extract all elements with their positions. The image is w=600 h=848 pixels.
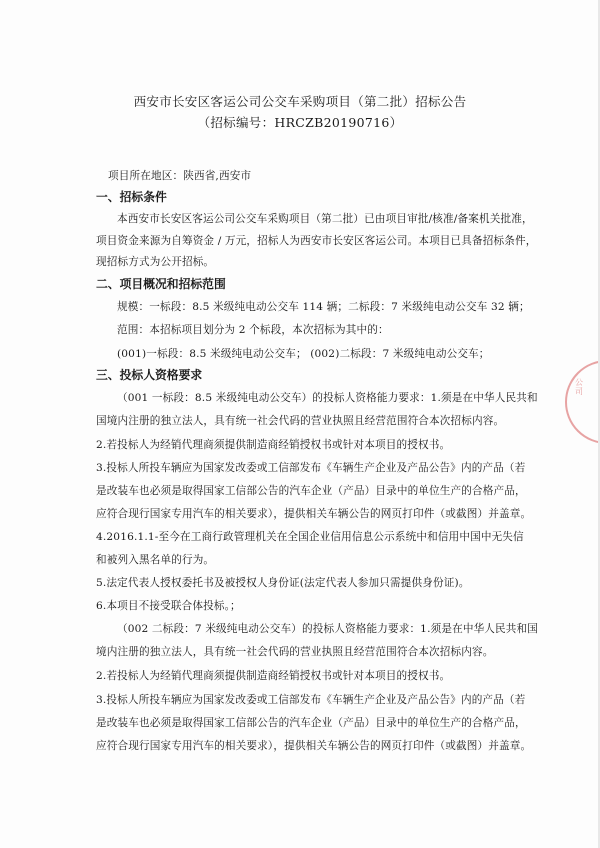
paragraph-line: 本西安市长安区客运公司公交车采购项目（第二批）已由项目审批/核准/备案机关批准，	[117, 213, 533, 225]
project-location: 项目所在地区：陕西省,西安市	[108, 170, 252, 182]
paragraph-line: 是改装车也必须是取得国家工信部公告的汽车企业（产品）目录中的单位生产的合格产品，	[96, 485, 526, 497]
paragraph-line: （001 一标段：8.5 米级纯电动公交车）的投标人资格能力要求：1.须是在中华人民共和	[117, 392, 538, 404]
paragraph-line: (001)一标段：8.5 米级纯电动公交车； (002)二标段：7 米级纯电动公交车；	[117, 348, 490, 360]
paragraph-line: 4.2016.1.1-至今在工商行政管理机关在全国企业信用信息公示系统中和信用中国中无失信	[96, 531, 524, 543]
paragraph-line: 3.投标人所投车辆应为国家发改委或工信部发布《车辆生产企业及产品公告》内的产品（若	[96, 694, 526, 706]
red-seal-stamp	[565, 360, 600, 444]
paragraph-line: 和被列入黑名单的行为。	[96, 554, 215, 566]
red-seal-text: 公司	[575, 378, 583, 396]
paragraph-line: 3.投标人所投车辆应为国家发改委或工信部发布《车辆生产企业及产品公告》内的产品（若	[96, 462, 526, 474]
paragraph-line: 规模：一标段：8.5 米级纯电动公交车 114 辆；二标段：7 米级纯电动公交车 32 辆；	[117, 301, 530, 313]
paragraph-line: 现招标方式为公开招标。	[96, 256, 215, 268]
document-title: 西安市长安区客运公司公交车采购项目（第二批）招标公告	[133, 94, 467, 109]
paragraph-line: 是改装车也必须是取得国家工信部公告的汽车企业（产品）目录中的单位生产的合格产品，	[96, 717, 526, 729]
paragraph-line: 国境内注册的独立法人，具有统一社会代码的营业执照且经营范围符合本次招标内容。	[96, 415, 505, 427]
paragraph-line: 2.若投标人为经销代理商须提供制造商经销授权书或针对本项目的授权书。	[96, 439, 451, 451]
tender-number: （招标编号：HRCZB20190716）	[197, 115, 403, 130]
paragraph-line: 5.法定代表人授权委托书及被授权人身份证(法定代表人参加只需提供身份证)。	[96, 577, 470, 589]
paragraph-line: 应符合现行国家专用汽车的相关要求），提供相关车辆公告的网页打印件（或截图）并盖章。	[96, 508, 532, 520]
paragraph-line: 2.若投标人为经销代理商须提供制造商经销授权书或针对本项目的授权书。	[96, 670, 451, 682]
section-heading-1: 一、招标条件	[96, 190, 167, 204]
section-heading-3: 三、投标人资格要求	[96, 368, 203, 382]
paragraph-line: （002 二标段：7 米级纯电动公交车）的投标人资格能力要求：1.须是在中华人民共和国	[117, 623, 539, 635]
paragraph-line: 境内注册的独立法人，具有统一社会代码的营业执照且经营范围符合本次招标内容。	[96, 646, 494, 658]
paragraph-line: 范围：本招标项目划分为 2 个标段，本次招标为其中的：	[117, 324, 389, 336]
paragraph-line: 项目资金来源为自筹资金 / 万元，招标人为西安市长安区客运公司。本项目已具备招标条件，	[96, 235, 537, 247]
paragraph-line: 6.本项目不接受联合体投标。；	[96, 600, 241, 612]
paragraph-line: 应符合现行国家专用汽车的相关要求），提供相关车辆公告的网页打印件（或截图）并盖章。	[96, 740, 532, 752]
section-heading-2: 二、项目概况和招标范围	[96, 277, 226, 291]
